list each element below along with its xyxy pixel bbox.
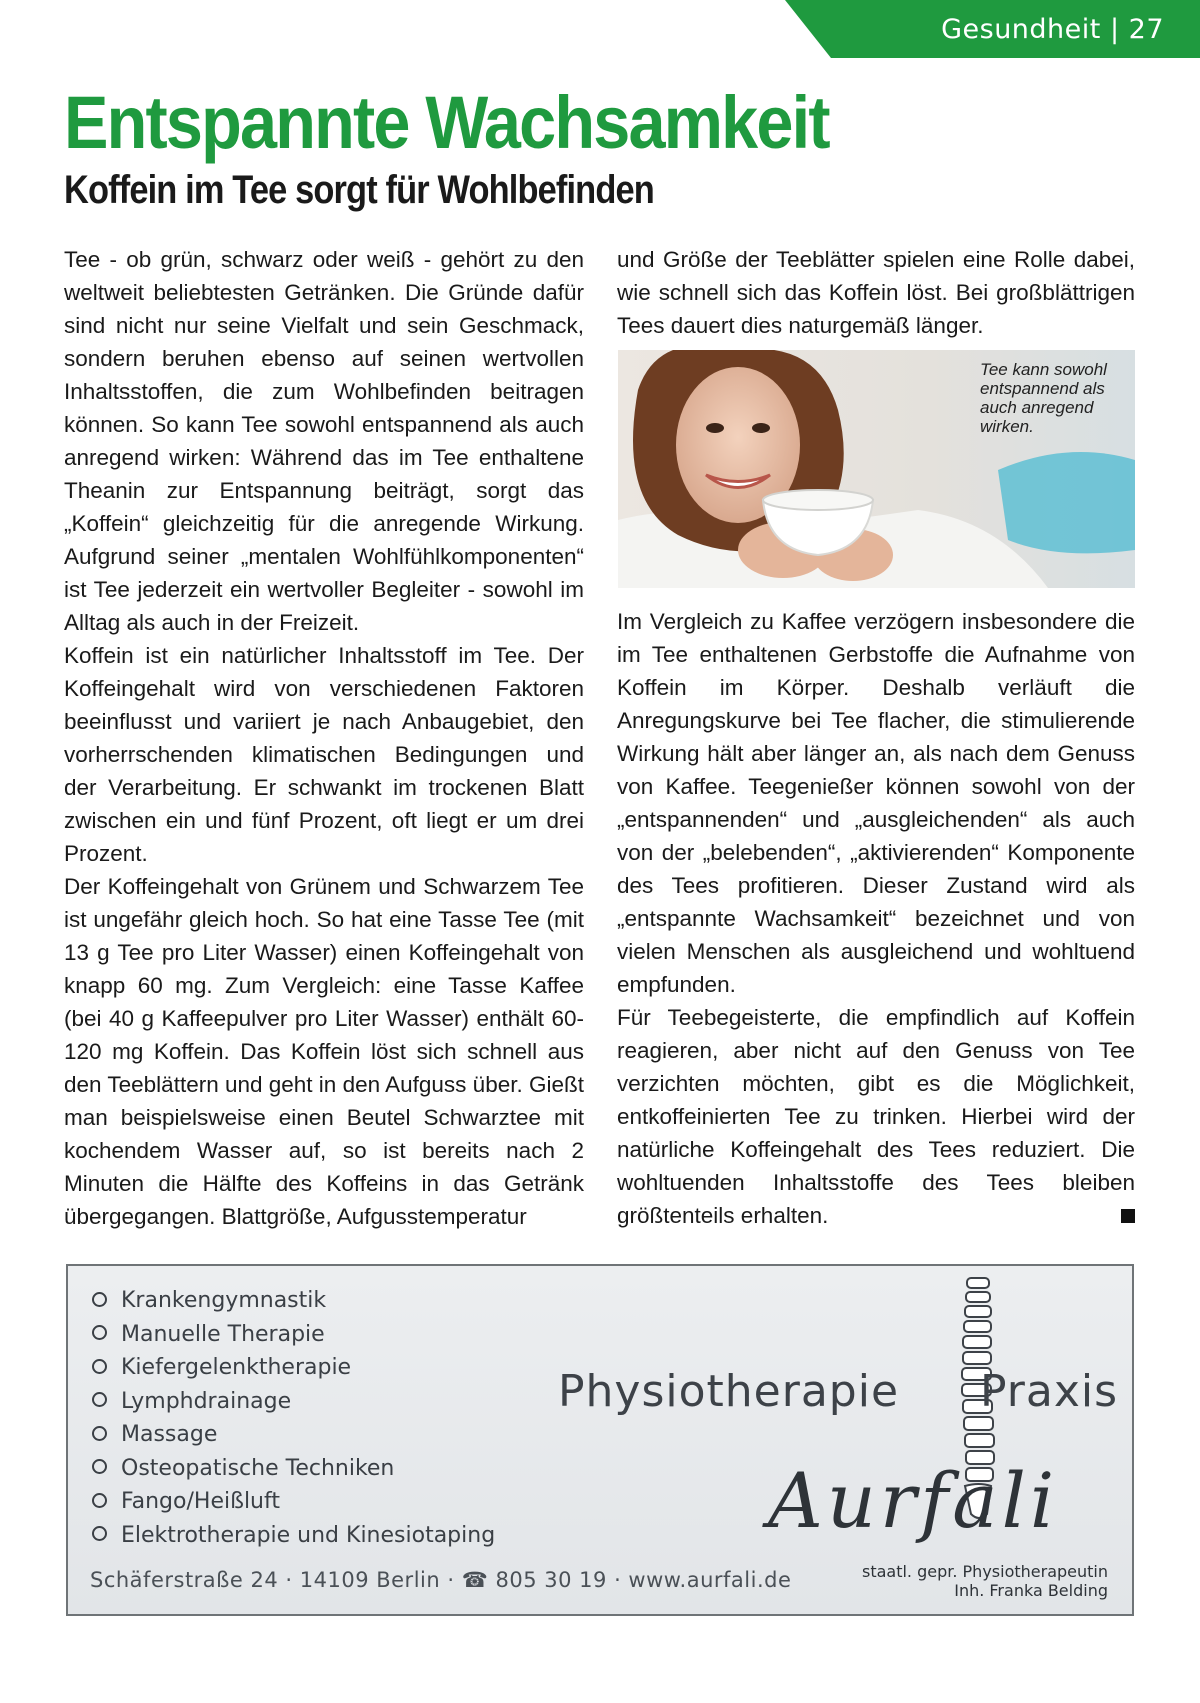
- bullet-icon: [92, 1426, 107, 1441]
- bullet-icon: [92, 1392, 107, 1407]
- list-item: [92, 1452, 495, 1486]
- paragraph: Der Koffeingehalt von Grünem und Schwarzem Tee ist ungefähr gleich hoch. So hat eine Tasse Tee (mit 13 g Tee pro Liter Wasser) einen Koffeingehalt von knapp 60 mg. Zum Vergleich: eine Tasse Kaffee (bei 40 g Kaffeepulver pro Liter Wasser) enthält 60-120 mg Koffein. Das Koffein löst sich schnell aus den Teeblättern und geht in den Aufguss über. Gießt man beispielsweise einen Beutel Schwarztee mit kochendem Wasser auf, so ist bereits nach 2 Minuten die Hälfte des Koffeins in das Getränk übergegangen. Blattgröße, Aufgusstemperatur: [64, 874, 584, 1229]
- page-number: 27: [1128, 14, 1164, 45]
- service-label: Lymphdrainage: [121, 1388, 292, 1414]
- section-name: Gesundheit: [941, 14, 1101, 45]
- service-label: Massage: [121, 1422, 218, 1447]
- end-of-article-mark: [1121, 1209, 1135, 1223]
- list-item: [92, 1351, 495, 1385]
- brand-physiotherapie: Physiotherapie: [558, 1366, 900, 1417]
- paragraph: [617, 1001, 1135, 1232]
- list-item: [92, 1418, 495, 1452]
- practice-name: Aurfali: [768, 1456, 1059, 1545]
- credential-title: staatl. gepr. Physiotherapeutin: [861, 1562, 1108, 1581]
- service-label: Kiefergelenktherapie: [121, 1355, 352, 1380]
- article-title: Entspannte Wachsamkeit: [64, 81, 829, 164]
- paragraph: Im Vergleich zu Kaffee verzögern insbesondere die im Tee enthaltenen Gerbstoffe die Aufnahme von Koffein im Körper. Deshalb verläuft die Anregungskurve bei Tee flacher, die stimulierende Wirkung hält aber länger an, als nach dem Genuss von Kaffee. Teegenießer können sowohl von der „entspannenden“ und „ausgleichenden“ als auch von der „belebenden“, „aktivierenden“ Komponente des Tees profitieren. Dieser Zustand wird als „entspannte Wachsamkeit“ bezeichnet und von vielen Menschen als ausgleichend und wohltuend empfunden.: [617, 609, 1135, 997]
- contact-line: Schäferstraße 24 · 14109 Berlin · ☎ 805 30 19 · www.aurfali.de: [90, 1568, 792, 1592]
- bullet-icon: [92, 1325, 107, 1340]
- paragraph: Koffein ist ein natürlicher Inhaltsstoff im Tee. Der Koffeingehalt wird von verschiedenen Faktoren beeinflusst und variiert je nach Anbaugebiet, den vorherrschenden klimatischen Bedingungen und der Verarbeitung. Er schwankt im trockenen Blatt zwischen ein und fünf Prozent, oft liegt er um drei Prozent.: [64, 643, 584, 866]
- article-subtitle: Koffein im Tee sorgt für Wohlbefinden: [64, 168, 654, 212]
- service-label: Manuelle Therapie: [121, 1321, 325, 1347]
- bullet-icon: [92, 1292, 107, 1307]
- section-tab: [785, 0, 1200, 58]
- service-label: Elektrotherapie und Kinesiotaping: [121, 1522, 496, 1548]
- list-item: [92, 1284, 495, 1318]
- service-label: Krankengymnastik: [121, 1288, 327, 1313]
- list-item: [92, 1318, 495, 1352]
- physiotherapy-advertisement: [66, 1264, 1134, 1616]
- list-item: [92, 1385, 495, 1419]
- paragraph-text: Für Teebegeisterte, die empfindlich auf Koffein reagieren, aber nicht auf den Genuss von Tee verzichten möchten, gibt es die Möglichkeit, entkoffeinierten Tee zu trinken. Hierbei wird der natürliche Koffeingehalt des Tees reduziert. Die wohltuenden Inhaltsstoffe des Tees bleiben größtenteils erhalten.: [617, 1005, 1135, 1228]
- bullet-icon: [92, 1526, 107, 1541]
- photo-caption: Tee kann sowohl entspannend als auch anregend wirken.: [980, 360, 1107, 436]
- list-item: [92, 1519, 495, 1553]
- brand-praxis: Praxis: [980, 1366, 1118, 1417]
- left-column: [64, 243, 584, 1233]
- paragraph: Tee - ob grün, schwarz oder weiß - gehört zu den weltweit beliebtesten Getränken. Die Gründe dafür sind nicht nur seine Vielfalt und sein Geschmack, sondern beruhen ebenso auf seinen wertvollen Inhaltsstoffen, die zum Wohlbefinden beitragen können. So kann Tee sowohl entspannend als auch anregend wirken: Während das im Tee enthaltene Theanin zur Entspannung beiträgt, sorgt das „Koffein“ gleichzeitig für die anregende Wirkung. Aufgrund seiner „mentalen Wohlfühlkomponenten“ ist Tee jederzeit ein wertvoller Begleiter - sowohl im Alltag als auch in der Freizeit.: [64, 247, 584, 635]
- right-column-top: [617, 243, 1135, 342]
- bullet-icon: [92, 1493, 107, 1508]
- list-item: [92, 1485, 495, 1519]
- credential: [862, 1562, 1108, 1600]
- bullet-icon: [92, 1459, 107, 1474]
- right-column-bottom: [617, 605, 1135, 1232]
- service-label: Osteopatische Techniken: [121, 1455, 395, 1481]
- service-label: Fango/Heißluft: [121, 1489, 280, 1514]
- bullet-icon: [92, 1359, 107, 1374]
- services-list: [92, 1284, 495, 1552]
- paragraph: und Größe der Teeblätter spielen eine Rolle dabei, wie schnell sich das Koffein löst. Bei großblättrigen Tees dauert dies naturgemäß länger.: [617, 247, 1135, 338]
- section-label: Gesundheit | 27: [941, 14, 1164, 45]
- owner-name: Inh. Franka Belding: [954, 1581, 1108, 1600]
